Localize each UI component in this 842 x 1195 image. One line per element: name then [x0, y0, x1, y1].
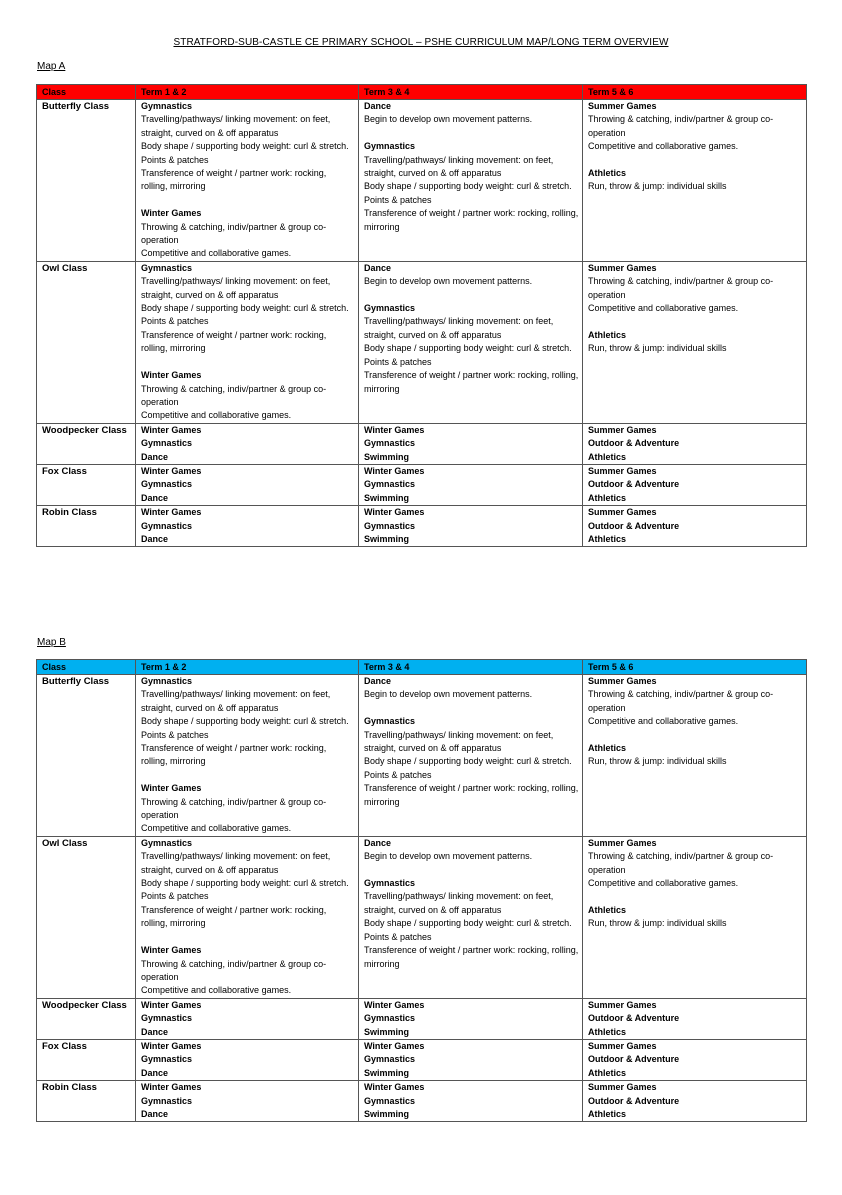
class-name-cell: Fox Class: [37, 1039, 136, 1080]
activity-title: Gymnastics: [364, 878, 416, 889]
activity-block: [364, 715, 579, 809]
term-cell: [583, 100, 807, 262]
activity-block: [588, 329, 803, 356]
activity-title: Outdoor & Adventure: [588, 1013, 680, 1024]
activity-title: Summer Games: [588, 999, 657, 1010]
activity-description: Competitive and collaborative games.: [588, 716, 739, 727]
term-cell: [583, 998, 807, 1039]
term-cell: [583, 506, 807, 547]
activity-title: Athletics: [588, 492, 627, 503]
activity-title: Winter Games: [141, 208, 202, 219]
term-cell: [136, 506, 359, 547]
activity-block: [141, 675, 355, 769]
term-cell: [136, 261, 359, 423]
activity-description: Body shape / supporting body weight: curl & stretch. Points & patches: [141, 303, 349, 327]
class-name-cell: Butterfly Class: [37, 675, 136, 837]
activity-description: Throwing & catching, indiv/partner & group co-operation: [588, 689, 774, 713]
activity-description: Body shape / supporting body weight: curl & stretch. Points & patches: [364, 343, 572, 367]
activity-block: [364, 675, 579, 702]
activity-description: Transference of weight / partner work: rocking, rolling, mirroring: [364, 208, 579, 232]
activity-title: Summer Games: [588, 676, 657, 686]
activity-description: Run, throw & jump: individual skills: [588, 181, 727, 192]
header-term-3-4: Term 3 & 4: [359, 85, 583, 100]
activity-title: Athletics: [588, 743, 627, 754]
activity-title: Dance: [364, 262, 392, 273]
activity-block: [364, 100, 579, 127]
class-name-cell: Robin Class: [37, 506, 136, 547]
term-cell: [583, 1081, 807, 1122]
activity-description: Travelling/pathways/ linking movement: on feet, straight, curved on & off apparatus: [141, 689, 331, 713]
activity-title: Winter Games: [141, 465, 202, 476]
activity-title: Dance: [141, 1026, 169, 1037]
activity-block: [141, 837, 355, 931]
activity-title: Gymnastics: [364, 303, 416, 314]
term-cell: [359, 1081, 583, 1122]
activity-title: Gymnastics: [141, 1013, 193, 1024]
activity-title: Gymnastics: [364, 1013, 416, 1024]
activity-description: Travelling/pathways/ linking movement: on feet, straight, curved on & off apparatus: [364, 316, 554, 340]
term-cell: [136, 1039, 359, 1080]
term-cell: [136, 423, 359, 464]
activity-title: Gymnastics: [141, 101, 193, 111]
activity-title: Summer Games: [588, 507, 657, 518]
class-name-cell: Robin Class: [37, 1081, 136, 1122]
activity-title: Winter Games: [141, 424, 202, 435]
class-name-cell: Woodpecker Class: [37, 998, 136, 1039]
activity-description: Transference of weight / partner work: rocking, rolling, mirroring: [141, 743, 327, 767]
header-class: Class: [37, 85, 136, 100]
activity-title: Winter Games: [141, 1082, 202, 1093]
activity-title: Winter Games: [364, 1082, 425, 1093]
activity-title: Dance: [364, 837, 392, 848]
activity-title: Dance: [141, 451, 169, 462]
activity-block: [588, 262, 803, 316]
activity-title: Outdoor & Adventure: [588, 520, 680, 531]
activity-title: Summer Games: [588, 465, 657, 476]
class-name-cell: Owl Class: [37, 261, 136, 423]
activity-description: Body shape / supporting body weight: curl & stretch. Points & patches: [364, 181, 572, 205]
activity-title: Dance: [141, 1067, 169, 1078]
activity-title: Winter Games: [364, 507, 425, 518]
activity-description: Competitive and collaborative games.: [588, 878, 739, 889]
activity-title: Dance: [141, 533, 169, 544]
term-cell: [136, 998, 359, 1039]
activity-title: Outdoor & Adventure: [588, 438, 680, 449]
term-cell: [359, 464, 583, 505]
activity-description: Begin to develop own movement patterns.: [364, 689, 533, 700]
activity-title: Winter Games: [364, 999, 425, 1010]
activity-block: [364, 877, 579, 971]
activity-block: [141, 369, 355, 423]
header-term-1-2: Term 1 & 2: [136, 85, 359, 100]
activity-description: Run, throw & jump: individual skills: [588, 343, 727, 354]
table-row: [37, 423, 807, 464]
activity-title: Winter Games: [364, 424, 425, 435]
term-cell: [583, 464, 807, 505]
term-cell: [136, 464, 359, 505]
activity-block: [141, 207, 355, 261]
activity-title: Gymnastics: [364, 1095, 416, 1106]
map-a-body: [37, 100, 807, 547]
term-cell: [359, 506, 583, 547]
activity-title: Swimming: [364, 533, 410, 544]
activity-description: Body shape / supporting body weight: curl & stretch. Points & patches: [141, 878, 349, 902]
activity-title: Athletics: [588, 1067, 627, 1078]
activity-title: Gymnastics: [141, 676, 193, 686]
activity-block: [588, 837, 803, 891]
page-title: STRATFORD-SUB-CASTLE CE PRIMARY SCHOOL – PSHE CURRICULUM MAP/LONG TERM OVERVIEW: [173, 37, 669, 48]
activity-title: Athletics: [588, 1108, 627, 1119]
term-cell: [359, 1039, 583, 1080]
activity-description: Run, throw & jump: individual skills: [588, 756, 727, 767]
class-name-cell: Woodpecker Class: [37, 423, 136, 464]
map-a-header-row: [37, 85, 807, 100]
activity-block: [588, 167, 803, 194]
term-cell: [136, 1081, 359, 1122]
activity-description: Transference of weight / partner work: rocking, rolling, mirroring: [364, 370, 579, 394]
activity-description: Body shape / supporting body weight: curl & stretch. Points & patches: [364, 756, 572, 780]
activity-block: [364, 140, 579, 234]
activity-title: Swimming: [364, 451, 410, 462]
activity-description: Throwing & catching, indiv/partner & group co-operation: [141, 796, 327, 821]
activity-title: Outdoor & Adventure: [588, 1054, 680, 1065]
header-term-1-2: Term 1 & 2: [136, 660, 359, 675]
activity-description: Throwing & catching, indiv/partner & group co-operation: [141, 958, 327, 982]
activity-title: Winter Games: [141, 1040, 202, 1051]
term-cell: [359, 423, 583, 464]
activity-block: [588, 675, 803, 729]
header-term-5-6: Term 5 & 6: [583, 660, 807, 675]
activity-title: Summer Games: [588, 837, 657, 848]
table-row: [37, 1039, 807, 1080]
term-cell: [359, 261, 583, 423]
term-cell: [583, 423, 807, 464]
activity-title: Summer Games: [588, 1040, 657, 1051]
activity-description: Transference of weight / partner work: rocking, rolling, mirroring: [141, 329, 327, 354]
activity-description: Travelling/pathways/ linking movement: on feet, straight, curved on & off apparatus: [364, 154, 554, 179]
activity-title: Winter Games: [141, 783, 202, 794]
activity-description: Transference of weight / partner work: rocking, rolling, mirroring: [364, 783, 579, 807]
activity-title: Athletics: [588, 533, 627, 544]
activity-title: Athletics: [588, 329, 627, 340]
term-cell: [583, 675, 807, 837]
activity-title: Gymnastics: [141, 520, 193, 531]
map-b-body: [37, 675, 807, 1122]
table-row: [37, 100, 807, 262]
activity-block: [588, 904, 803, 931]
activity-description: Travelling/pathways/ linking movement: on feet, straight, curved on & off apparatus: [141, 851, 331, 875]
activity-title: Athletics: [588, 904, 627, 915]
activity-description: Begin to develop own movement patterns.: [364, 114, 533, 125]
term-cell: [136, 100, 359, 262]
activity-block: [141, 262, 355, 356]
map-b-table: [36, 659, 807, 1122]
activity-title: Dance: [141, 492, 169, 503]
activity-block: [364, 262, 579, 289]
activity-description: Run, throw & jump: individual skills: [588, 918, 727, 929]
activity-title: Athletics: [588, 168, 627, 179]
activity-title: Winter Games: [141, 370, 202, 381]
activity-description: Throwing & catching, indiv/partner & group co-operation: [588, 851, 774, 875]
activity-block: [141, 944, 355, 998]
activity-description: Competitive and collaborative games.: [141, 823, 292, 834]
activity-title: Gymnastics: [141, 438, 193, 449]
activity-title: Summer Games: [588, 424, 657, 435]
term-cell: [359, 100, 583, 262]
table-row: [37, 998, 807, 1039]
term-cell: [359, 675, 583, 837]
term-cell: [136, 675, 359, 837]
activity-description: Transference of weight / partner work: rocking, rolling, mirroring: [141, 168, 327, 192]
activity-title: Gymnastics: [141, 837, 193, 848]
class-name-cell: Butterfly Class: [37, 100, 136, 262]
activity-title: Gymnastics: [364, 520, 416, 531]
activity-title: Dance: [364, 101, 392, 111]
activity-title: Swimming: [364, 1067, 410, 1078]
table-row: [37, 836, 807, 998]
activity-title: Gymnastics: [364, 716, 416, 727]
table-row: [37, 1081, 807, 1122]
map-b-label: Map B: [37, 637, 66, 648]
activity-block: [141, 100, 355, 194]
term-cell: [583, 261, 807, 423]
activity-description: Body shape / supporting body weight: curl & stretch. Points & patches: [141, 716, 349, 740]
activity-title: Swimming: [364, 492, 410, 503]
activity-title: Gymnastics: [364, 1054, 416, 1065]
activity-title: Swimming: [364, 1026, 410, 1037]
class-name-cell: Owl Class: [37, 836, 136, 998]
activity-description: Competitive and collaborative games.: [141, 985, 292, 996]
activity-title: Winter Games: [141, 507, 202, 518]
activity-description: Competitive and collaborative games.: [588, 141, 739, 152]
activity-description: Throwing & catching, indiv/partner & group co-operation: [588, 114, 774, 138]
activity-description: Body shape / supporting body weight: curl & stretch. Points & patches: [141, 141, 349, 165]
activity-title: Summer Games: [588, 1082, 657, 1093]
activity-title: Outdoor & Adventure: [588, 479, 680, 490]
activity-description: Transference of weight / partner work: rocking, rolling, mirroring: [364, 945, 579, 969]
activity-description: Travelling/pathways/ linking movement: on feet, straight, curved on & off apparatus: [364, 891, 554, 915]
activity-title: Gymnastics: [364, 141, 416, 152]
activity-description: Throwing & catching, indiv/partner & group co-operation: [141, 383, 327, 407]
activity-description: Travelling/pathways/ linking movement: on feet, straight, curved on & off apparatus: [141, 276, 331, 300]
activity-title: Summer Games: [588, 262, 657, 273]
activity-title: Athletics: [588, 451, 627, 462]
activity-description: Travelling/pathways/ linking movement: on feet, straight, curved on & off apparatus: [141, 114, 331, 138]
term-cell: [583, 836, 807, 998]
term-cell: [583, 1039, 807, 1080]
activity-title: Dance: [141, 1108, 169, 1119]
activity-title: Swimming: [364, 1108, 410, 1119]
activity-description: Begin to develop own movement patterns.: [364, 851, 533, 862]
header-term-5-6: Term 5 & 6: [583, 85, 807, 100]
map-a-table: [36, 84, 807, 547]
activity-description: Competitive and collaborative games.: [588, 303, 739, 314]
map-b-header-row: [37, 660, 807, 675]
activity-description: Travelling/pathways/ linking movement: on feet, straight, curved on & off apparatus: [364, 729, 554, 754]
activity-description: Competitive and collaborative games.: [141, 410, 292, 421]
activity-title: Athletics: [588, 1026, 627, 1037]
header-class: Class: [37, 660, 136, 675]
activity-title: Winter Games: [364, 465, 425, 476]
activity-title: Gymnastics: [364, 479, 416, 490]
activity-title: Summer Games: [588, 101, 657, 111]
activity-block: [588, 742, 803, 769]
table-row: [37, 506, 807, 547]
table-row: [37, 261, 807, 423]
activity-block: [364, 302, 579, 396]
activity-title: Gymnastics: [141, 1054, 193, 1065]
map-a-label: Map A: [37, 61, 66, 72]
activity-description: Throwing & catching, indiv/partner & group co-operation: [588, 276, 774, 300]
activity-title: Winter Games: [141, 999, 202, 1010]
activity-block: [588, 100, 803, 154]
activity-title: Gymnastics: [141, 479, 193, 490]
header-term-3-4: Term 3 & 4: [359, 660, 583, 675]
activity-description: Transference of weight / partner work: rocking, rolling, mirroring: [141, 904, 327, 929]
activity-description: Begin to develop own movement patterns.: [364, 276, 533, 287]
activity-title: Gymnastics: [141, 1095, 193, 1106]
activity-description: Throwing & catching, indiv/partner & group co-operation: [141, 221, 327, 246]
activity-description: Body shape / supporting body weight: curl & stretch. Points & patches: [364, 918, 572, 942]
activity-title: Outdoor & Adventure: [588, 1095, 680, 1106]
activity-title: Gymnastics: [141, 262, 193, 273]
activity-title: Dance: [364, 676, 392, 686]
table-row: [37, 464, 807, 505]
activity-block: [364, 837, 579, 864]
table-row: [37, 675, 807, 837]
activity-title: Winter Games: [141, 945, 202, 956]
term-cell: [359, 998, 583, 1039]
activity-block: [141, 782, 355, 836]
class-name-cell: Fox Class: [37, 464, 136, 505]
activity-title: Winter Games: [364, 1040, 425, 1051]
activity-title: Gymnastics: [364, 438, 416, 449]
term-cell: [136, 836, 359, 998]
term-cell: [359, 836, 583, 998]
activity-description: Competitive and collaborative games.: [141, 248, 292, 259]
